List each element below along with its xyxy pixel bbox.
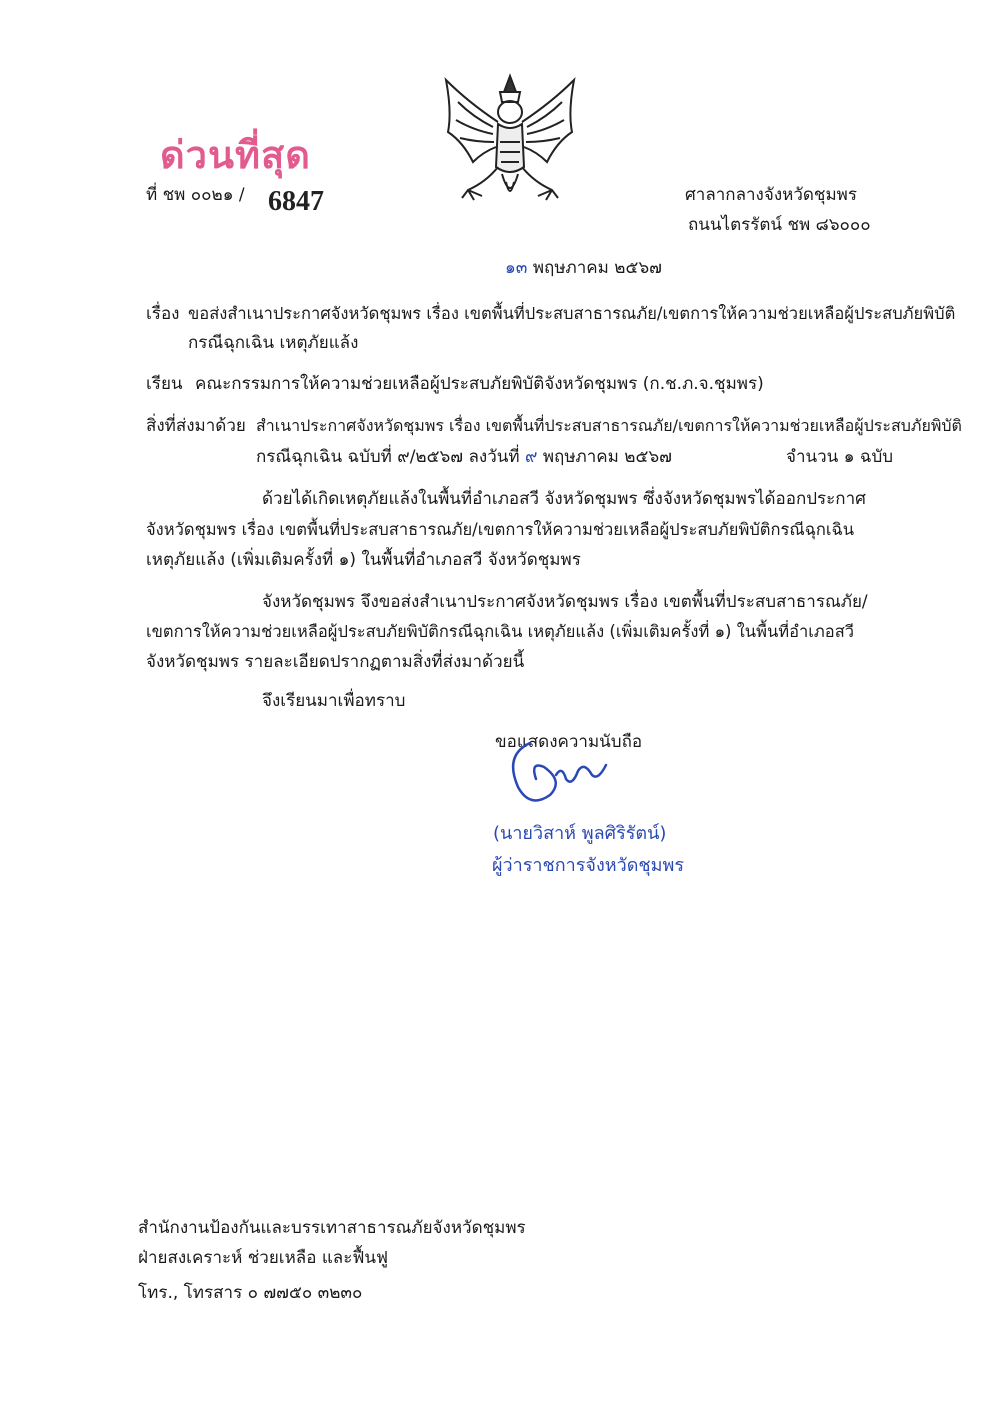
enclosure-line-2 (256, 445, 672, 469)
document-date (505, 256, 662, 280)
subject-line-1: ขอส่งสำเนาประกาศจังหวัดชุมพร เรื่อง เขตพื้นที่ประสบสาธารณภัย/เขตการให้ความช่วยเหลือผู้ประสบภัยพิบัติ (188, 304, 956, 323)
enclosure-count: จำนวน ๑ ฉบับ (786, 447, 894, 467)
enclosure-label: สิ่งที่ส่งมาด้วย (146, 416, 246, 436)
recipient: คณะกรรมการให้ความช่วยเหลือผู้ประสบภัยพิบัติจังหวัดชุมพร (ก.ช.ภ.จ.ชุมพร) (195, 374, 764, 394)
date-month-year: พฤษภาคม ๒๕๖๗ (532, 258, 662, 278)
enclosure-issue: กรณีฉุกเฉิน ฉบับที่ ๙/๒๕๖๗ ลงวันที่ (256, 447, 520, 467)
recipient-label: เรียน (146, 374, 183, 394)
garuda-emblem (438, 72, 583, 212)
enclosure-month-year: พฤษภาคม ๒๕๖๗ (542, 447, 672, 467)
reference-number: 6847 (268, 186, 324, 217)
body-paragraph-1-line-3: เหตุภัยแล้ง (เพิ่มเติมครั้งที่ ๑) ในพื้นที่อำเภอสวี จังหวัดชุมพร (146, 550, 581, 570)
issuing-office-address: ถนนไตรรัตน์ ชพ ๘๖๐๐๐ (688, 215, 871, 235)
body-paragraph-2-line-3: จังหวัดชุมพร รายละเอียดปรากฏตามสิ่งที่ส่งมาด้วยนี้ (146, 652, 525, 672)
footer-division: ฝ่ายสงเคราะห์ ช่วยเหลือ และฟื้นฟู (138, 1248, 389, 1268)
body-paragraph-2-line-1: จังหวัดชุมพร จึงขอส่งสำเนาประกาศจังหวัดชุมพร เรื่อง เขตพื้นที่ประสบสาธารณภัย/ (262, 592, 868, 612)
handwritten-signature (500, 735, 620, 815)
body-paragraph-1-line-2: จังหวัดชุมพร เรื่อง เขตพื้นที่ประสบสาธารณภัย/เขตการให้ความช่วยเหลือผู้ประสบภัยพิบัติกรณีฉุกเฉิน (146, 520, 855, 539)
subject-label: เรื่อง (146, 304, 180, 324)
urgent-stamp: ด่วนที่สุด (160, 133, 311, 177)
subject-line-2: กรณีฉุกเฉิน เหตุภัยแล้ง (188, 333, 359, 353)
signatory-name: (นายวิสาห์ พูลศิริรัตน์) (493, 823, 667, 844)
issuing-office: ศาลากลางจังหวัดชุมพร (685, 185, 857, 205)
reference-prefix: ที่ ชพ ๐๐๒๑ / (146, 185, 245, 205)
footer-office: สำนักงานป้องกันและบรรเทาสาธารณภัยจังหวัดชุมพร (138, 1218, 526, 1238)
body-paragraph-1-line-1: ด้วยได้เกิดเหตุภัยแล้งในพื้นที่อำเภอสวี จังหวัดชุมพร ซึ่งจังหวัดชุมพรได้ออกประกาศ (262, 489, 866, 509)
closing-request: จึงเรียนมาเพื่อทราบ (262, 691, 406, 711)
enclosure-line-1: สำเนาประกาศจังหวัดชุมพร เรื่อง เขตพื้นที่ประสบสาธารณภัย/เขตการให้ความช่วยเหลือผู้ประสบภัยพิบัติ (256, 416, 962, 435)
footer-phone: โทร., โทรสาร ๐ ๗๗๕๐ ๓๒๓๐ (138, 1283, 363, 1303)
enclosure-day: ๙ (524, 447, 538, 467)
signatory-title: ผู้ว่าราชการจังหวัดชุมพร (492, 855, 685, 876)
date-day: ๑๓ (505, 258, 528, 278)
body-paragraph-2-line-2: เขตการให้ความช่วยเหลือผู้ประสบภัยพิบัติกรณีฉุกเฉิน เหตุภัยแล้ง (เพิ่มเติมครั้งที่ ๑) ในพื้นที่อำเภอสวี (146, 622, 855, 641)
salutation: ขอแสดงความนับถือ (495, 732, 643, 752)
